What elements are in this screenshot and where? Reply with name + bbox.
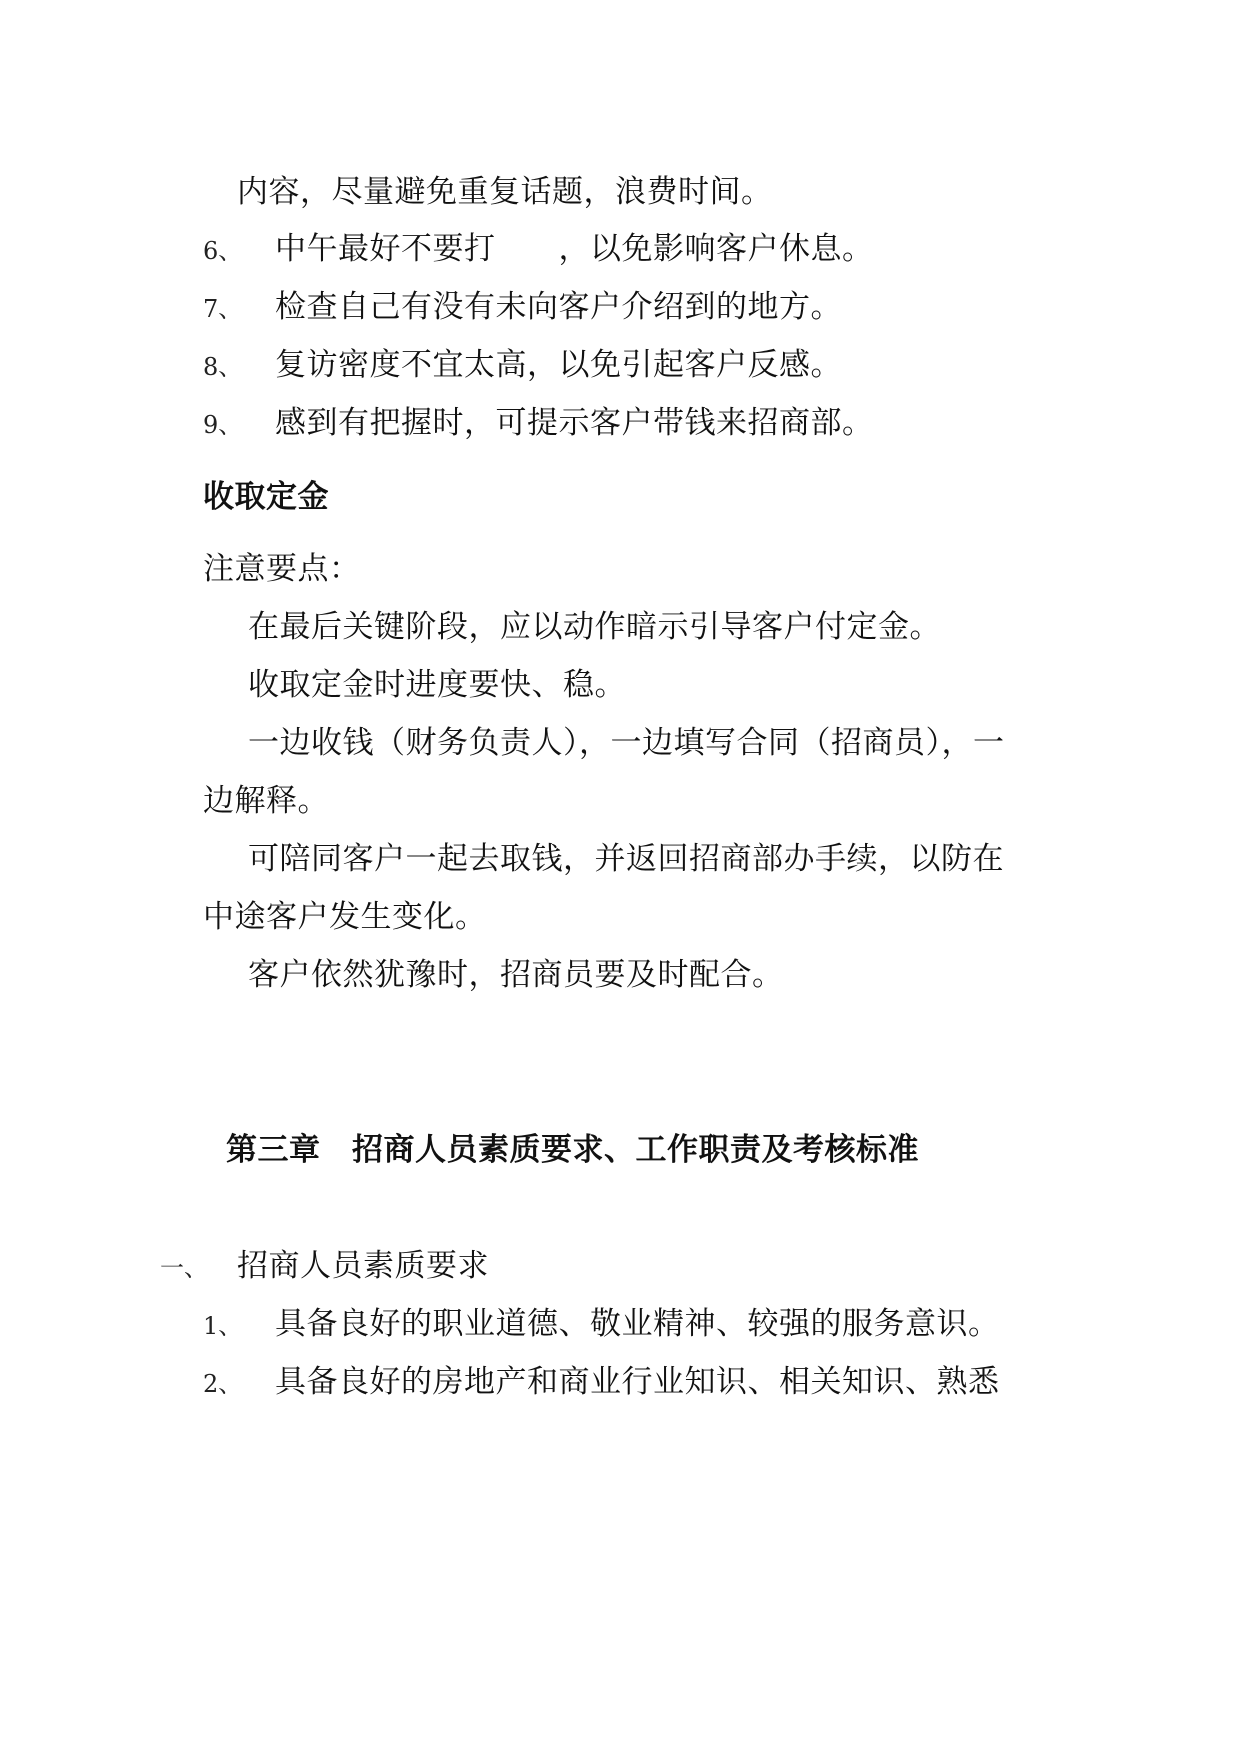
section-heading-deposit: 收取定金 <box>203 479 329 515</box>
tip-text-9: 感到有把握时，可提示客户带钱来招商部。 <box>275 405 874 441</box>
deposit-paragraph-4-line-2: 中途客户发生变化。 <box>203 899 487 935</box>
tip-text-6: 中午最好不要打 ，以免影响客户休息。 <box>275 231 874 267</box>
tip-number-7: 7、 <box>203 295 243 323</box>
requirement-text-2: 具备良好的房地产和商业行业知识、相关知识、熟悉 <box>275 1364 1000 1400</box>
tip-text-7: 检查自己有没有未向客户介绍到的地方。 <box>275 289 842 325</box>
section-number-1: 一、 <box>160 1254 208 1282</box>
requirement-number-2: 2、 <box>203 1370 243 1398</box>
tip-number-8: 8、 <box>203 353 243 381</box>
requirement-number-1: 1、 <box>203 1312 243 1340</box>
section-title-1: 招商人员素质要求 <box>237 1248 489 1284</box>
requirement-text-1: 具备良好的职业道德、敬业精神、较强的服务意识。 <box>275 1306 1000 1342</box>
continuation-text: 内容，尽量避免重复话题，浪费时间。 <box>237 174 773 210</box>
deposit-paragraph-3-line-1: 一边收钱（财务负责人），一边填写合同（招商员），一 <box>248 725 1005 761</box>
deposit-paragraph-3-line-2: 边解释。 <box>203 783 329 819</box>
deposit-paragraph-4-line-1: 可陪同客户一起去取钱，并返回招商部办手续，以防在 <box>248 841 1004 877</box>
tip-number-9: 9、 <box>203 411 243 439</box>
deposit-paragraph-1: 在最后关键阶段，应以动作暗示引导客户付定金。 <box>248 609 941 645</box>
chapter-title: 第三章 招商人员素质要求、工作职责及考核标准 <box>226 1132 919 1168</box>
deposit-paragraph-5: 客户依然犹豫时，招商员要及时配合。 <box>248 957 784 993</box>
tip-number-6: 6、 <box>203 237 243 265</box>
tip-text-8: 复访密度不宜太高，以免引起客户反感。 <box>275 347 842 383</box>
notes-label: 注意要点： <box>203 551 361 587</box>
deposit-paragraph-2: 收取定金时进度要快、稳。 <box>248 667 626 703</box>
